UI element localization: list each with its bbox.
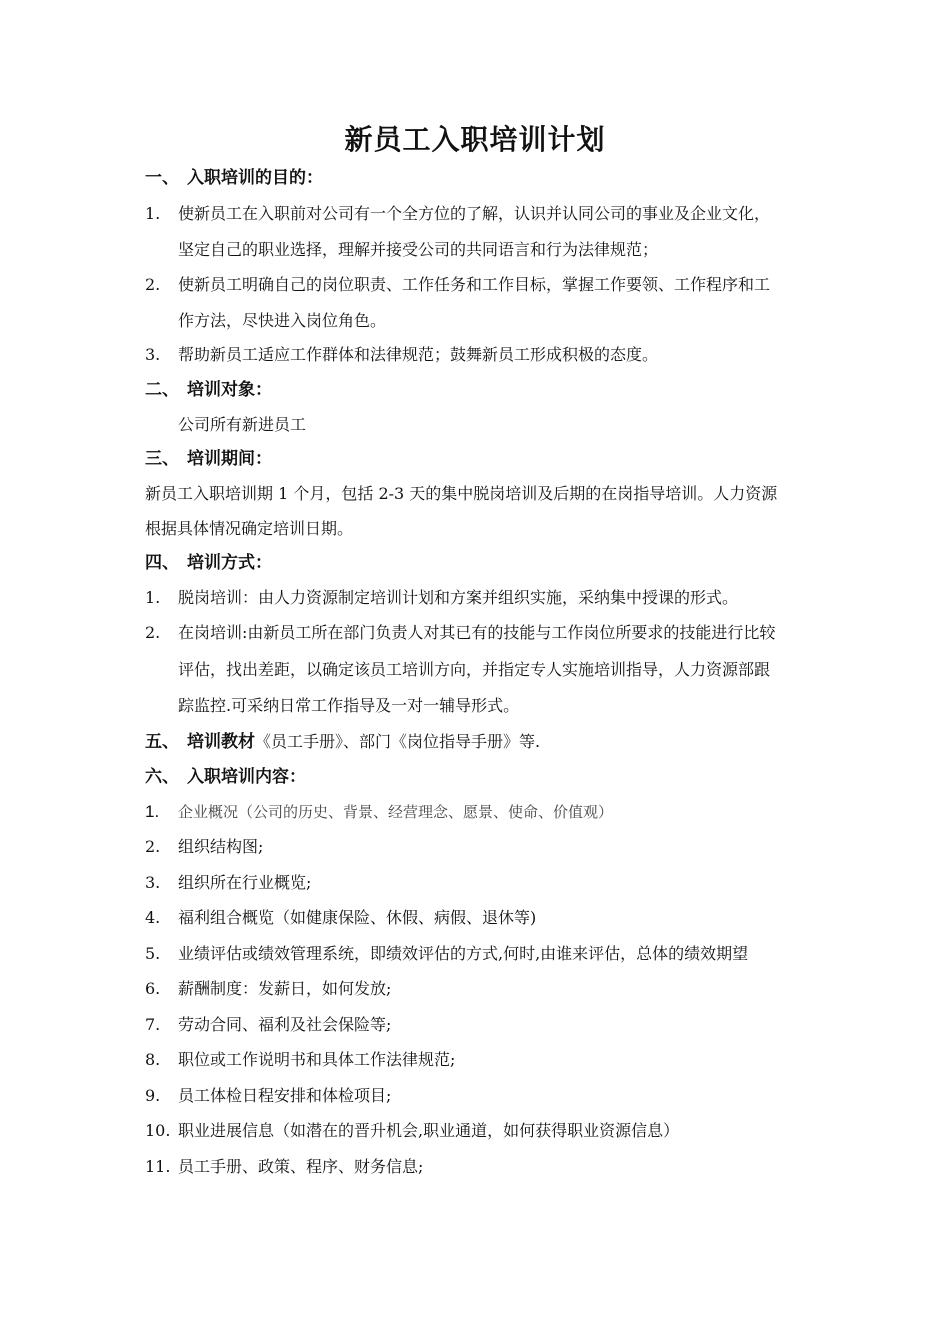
list-item-text: 职位或工作说明书和具体工作法律规范; <box>178 1050 456 1069</box>
list-number: 10. <box>145 1121 171 1140</box>
section-number: 六、 <box>145 767 179 787</box>
section-heading-6 <box>145 765 306 789</box>
section-heading-1 <box>145 166 323 190</box>
list-item-text: 坚定自己的职业选择，理解并接受公司的共同语言和行为法律规范； <box>178 240 659 259</box>
paragraph-text: 《员工手册》、部门《岗位指导手册》等. <box>255 732 541 751</box>
list-item-text: 踪监控.可采纳日常工作指导及一对一辅导形式。 <box>178 696 520 715</box>
list-number: 4. <box>145 908 161 927</box>
list-number: 7. <box>145 1015 161 1034</box>
list-item-text: 评估，找出差距，以确定该员工培训方向，并指定专人实施培训指导，人力资源部跟 <box>178 660 771 679</box>
list-number: 6. <box>145 979 161 998</box>
document-title: 新员工入职培训计划 <box>344 123 606 156</box>
list-number: 2. <box>145 623 161 642</box>
section-heading-4 <box>145 551 272 575</box>
list-item-text: 员工体检日程安排和体检项目; <box>178 1086 392 1105</box>
section-heading-2 <box>145 378 272 402</box>
section-number: 一、 <box>145 168 179 188</box>
list-item-text: 员工手册、政策、程序、财务信息; <box>178 1157 424 1176</box>
list-number: 8. <box>145 1050 161 1069</box>
list-number: 1. <box>145 802 160 821</box>
section-number: 二、 <box>145 380 179 400</box>
paragraph-text: 公司所有新进员工 <box>178 415 307 434</box>
list-item-text: 帮助新员工适应工作群体和法律规范；鼓舞新员工形成积极的态度。 <box>178 345 659 364</box>
section-title: 入职培训的目的： <box>187 168 323 188</box>
list-item-text: 薪酬制度：发薪日，如何发放; <box>178 979 392 998</box>
section-title: 培训期间： <box>187 449 272 469</box>
list-item-text: 在岗培训:由新员工所在部门负责人对其已有的技能与工作岗位所要求的技能进行比较 <box>178 623 776 642</box>
section-heading-3 <box>145 447 272 471</box>
list-item-text: 职业进展信息（如潜在的晋升机会,职业通道，如何获得职业资源信息） <box>178 1121 680 1140</box>
section-number: 五、 <box>145 732 179 752</box>
list-item-text: 劳动合同、福利及社会保险等; <box>178 1015 392 1034</box>
list-number: 9. <box>145 1086 161 1105</box>
paragraph-text: 新员工入职培训期 1 个月，包括 2-3 天的集中脱岗培训及后期的在岗指导培训。人力资源 <box>145 484 778 503</box>
list-item-text: 使新员工在入职前对公司有一个全方位的了解，认识并认同公司的事业及企业文化， <box>178 204 771 223</box>
section-title: 培训教材 <box>187 732 255 752</box>
list-number: 2. <box>145 275 161 294</box>
list-item-text: 组织结构图; <box>178 837 264 856</box>
list-number: 11. <box>145 1157 171 1176</box>
paragraph-text: 根据具体情况确定培训日期。 <box>145 519 354 538</box>
section-number: 四、 <box>145 553 179 573</box>
list-item-text: 福利组合概览（如健康保险、休假、病假、退休等) <box>178 908 537 927</box>
list-number: 3. <box>145 873 161 892</box>
section-title: 培训方式： <box>187 553 272 573</box>
list-item-text: 组织所在行业概览; <box>178 873 312 892</box>
list-item-text: 使新员工明确自己的岗位职责、工作任务和工作目标，掌握工作要领、工作程序和工 <box>178 275 771 294</box>
section-number: 三、 <box>145 449 179 469</box>
list-item-text: 作方法，尽快进入岗位角色。 <box>178 311 387 330</box>
section-heading-5 <box>145 730 540 754</box>
section-title: 入职培训内容： <box>187 767 306 787</box>
list-number: 5. <box>145 944 161 963</box>
section-title: 培训对象： <box>187 380 272 400</box>
list-number: 1. <box>145 588 161 607</box>
list-item-text: 业绩评估或绩效管理系统，即绩效评估的方式,何时,由谁来评估，总体的绩效期望 <box>178 944 749 963</box>
list-number: 2. <box>145 837 161 856</box>
list-number: 3. <box>145 345 161 364</box>
list-item-text: 企业概况（公司的历史、背景、经营理念、愿景、使命、价值观） <box>178 803 614 821</box>
list-number: 1. <box>145 204 161 223</box>
list-item-text: 脱岗培训：由人力资源制定培训计划和方案并组织实施，采纳集中授课的形式。 <box>178 588 739 607</box>
